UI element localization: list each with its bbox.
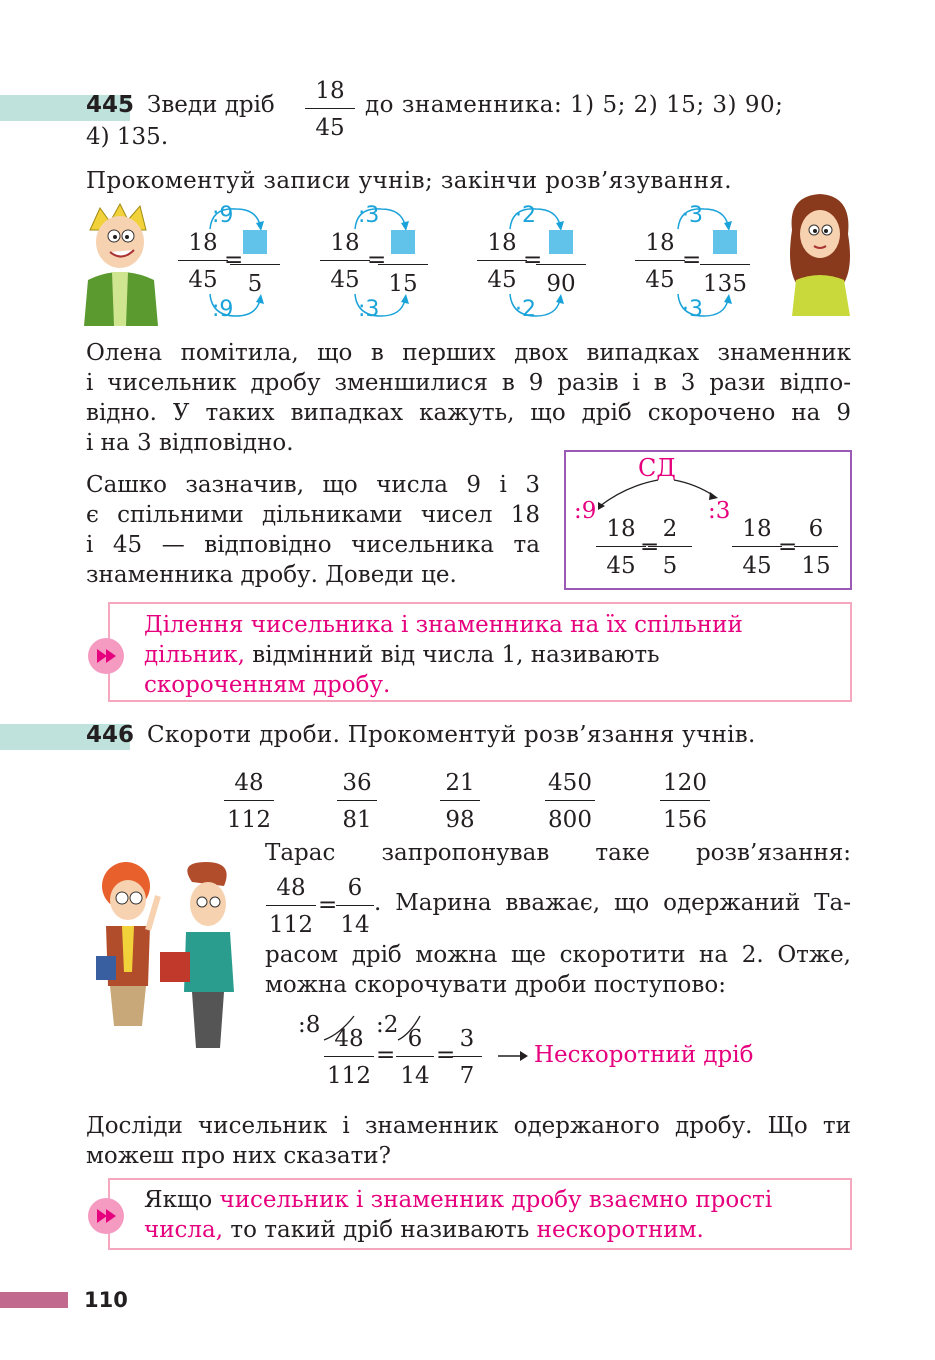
rule-bullet-icon — [88, 1198, 124, 1234]
page-number-bar — [0, 1292, 68, 1308]
boy-illustration — [80, 200, 162, 326]
rule-bullet-icon — [88, 638, 124, 674]
marina-line-2: расом дріб можна ще скоротити на 2. Отже, — [265, 942, 851, 968]
olena-line-4: і на 3 відповідно. — [86, 430, 294, 456]
taras-fraction-2: 6 14 — [336, 875, 374, 938]
ex445-text-a: Зведи дріб — [147, 92, 275, 118]
ex445-text-b: до знаменника: 1) 5; 2) 15; 3) 90; — [365, 92, 784, 118]
sashko-line-4: знаменника дробу. Доведи це. — [86, 562, 457, 588]
sashko-line-2: є спільними дільниками чисел 18 — [86, 502, 540, 528]
olena-line-1: Олена помітила, що в перших двох випадках знаменник — [86, 340, 851, 366]
exercise-number-445: 445 — [86, 92, 135, 118]
taras-marina-illustration — [88, 856, 248, 1056]
ex446-title: Скороти дроби. Прокоментуй розв’язання учнів. — [147, 722, 756, 748]
fraction-18-45: 18 45 — [305, 78, 355, 141]
arrow-right-icon — [496, 1050, 530, 1062]
ex445-text-c: 4) 135. — [86, 124, 169, 150]
blank-square — [713, 230, 737, 254]
marina-line-3: можна скорочувати дроби поступово: — [265, 972, 726, 998]
common-divisor-box: СД :9 18 45 = 2 5 :3 18 45 = 6 15 — [564, 450, 852, 590]
explore-line-2: можеш про них сказати? — [86, 1143, 391, 1169]
olena-line-2: і чисельник дробу зменшилися в 9 разів і в 3 рази відпо- — [86, 370, 851, 396]
fraction-48-112: 48 112 — [224, 770, 274, 833]
exercise-number-446: 446 — [86, 722, 135, 748]
blank-square — [243, 230, 267, 254]
blank-square — [391, 230, 415, 254]
taras-line: Тарас запропонував таке розв’язання: — [265, 840, 851, 866]
rule-box-reduction: Ділення чисельника і знаменника на їх спільний дільник, відмінний від числа 1, називають скороченням дробу. — [108, 602, 852, 702]
irreducible-label: Нескоротний дріб — [534, 1042, 754, 1068]
rule-box-irreducible: Якщо чисельник і знаменник дробу взаємно прості числа, то такий дріб називають нескоротним. — [108, 1178, 852, 1250]
page-number: 110 — [84, 1288, 128, 1312]
fraction-450-800: 450 800 — [545, 770, 595, 833]
taras-fraction-1: 48 112 — [266, 875, 316, 938]
cd-label: СД — [638, 454, 676, 482]
fraction-21-98: 21 98 — [440, 770, 480, 833]
ex445-prompt: Прокоментуй записи учнів; закінчи розв’язування. — [86, 168, 732, 194]
olena-line-3: відно. У таких випадках кажуть, що дріб скорочено на 9 — [86, 400, 851, 426]
sashko-line-3: і 45 — відповідно чисельника та — [86, 532, 540, 558]
fraction-36-81: 36 81 — [337, 770, 377, 833]
explore-line-1: Досліди чисельник і знаменник одержаного дробу. Що ти — [86, 1113, 851, 1139]
fraction-120-156: 120 156 — [660, 770, 710, 833]
marina-line-1: . Марина вважає, що одержаний Та- — [374, 890, 851, 916]
blank-square — [549, 230, 573, 254]
girl-illustration — [784, 190, 856, 316]
sashko-line-1: Сашко зазначив, що числа 9 і 3 — [86, 472, 540, 498]
